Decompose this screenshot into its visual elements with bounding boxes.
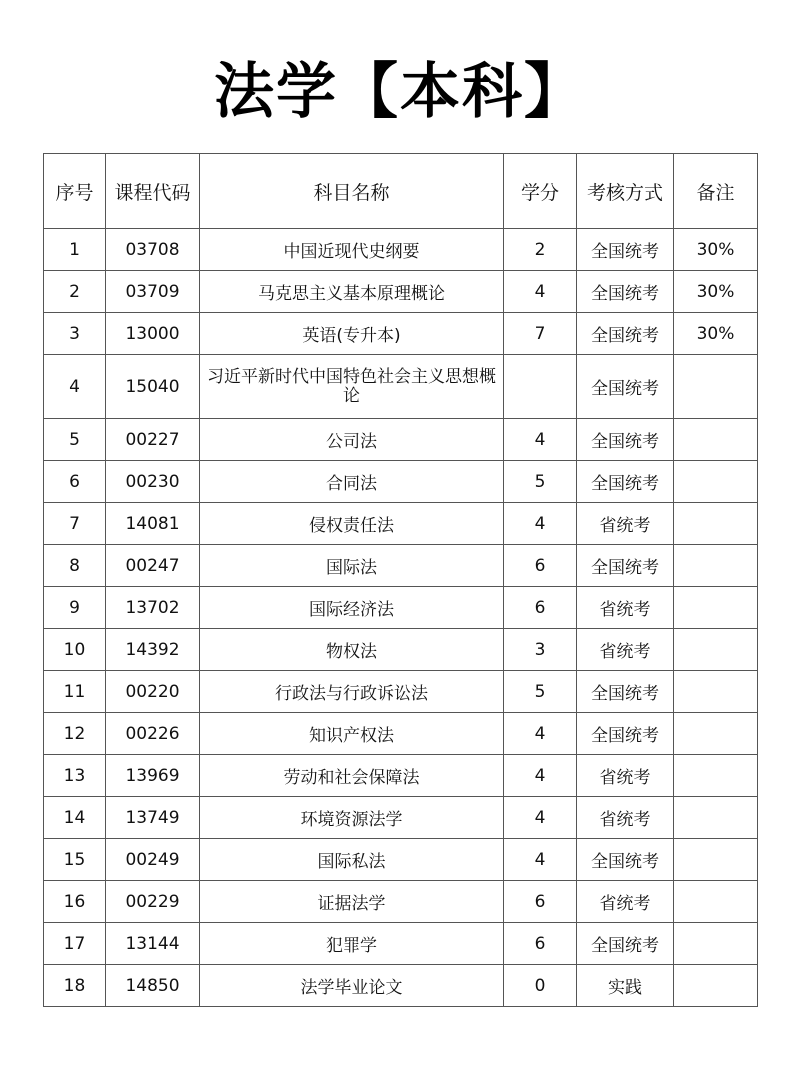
cell-code: 00230 (106, 461, 200, 503)
cell-exam: 省统考 (577, 755, 674, 797)
cell-note (674, 545, 758, 587)
cell-name: 国际私法 (200, 839, 504, 881)
cell-no: 16 (44, 881, 106, 923)
cell-code: 03709 (106, 271, 200, 313)
cell-no: 9 (44, 587, 106, 629)
header-note: 备注 (674, 154, 758, 229)
cell-exam: 全国统考 (577, 713, 674, 755)
cell-exam: 全国统考 (577, 355, 674, 419)
cell-note: 30% (674, 313, 758, 355)
cell-note (674, 503, 758, 545)
cell-exam: 全国统考 (577, 839, 674, 881)
cell-exam: 省统考 (577, 881, 674, 923)
cell-credit: 4 (504, 713, 577, 755)
table-row (44, 797, 758, 839)
cell-note (674, 965, 758, 1007)
cell-note: 30% (674, 271, 758, 313)
cell-code: 15040 (106, 355, 200, 419)
cell-credit: 4 (504, 839, 577, 881)
cell-code: 14081 (106, 503, 200, 545)
header-exam: 考核方式 (577, 154, 674, 229)
cell-no: 18 (44, 965, 106, 1007)
cell-name: 马克思主义基本原理概论 (200, 271, 504, 313)
cell-exam: 全国统考 (577, 419, 674, 461)
header-code: 课程代码 (106, 154, 200, 229)
cell-no: 17 (44, 923, 106, 965)
cell-credit: 6 (504, 881, 577, 923)
cell-no: 10 (44, 629, 106, 671)
cell-name: 犯罪学 (200, 923, 504, 965)
cell-code: 13144 (106, 923, 200, 965)
cell-no: 14 (44, 797, 106, 839)
cell-credit: 2 (504, 229, 577, 271)
cell-code: 13969 (106, 755, 200, 797)
table-row (44, 755, 758, 797)
table-row (44, 629, 758, 671)
table-row (44, 923, 758, 965)
cell-credit: 0 (504, 965, 577, 1007)
cell-no: 15 (44, 839, 106, 881)
table-row (44, 461, 758, 503)
cell-note (674, 713, 758, 755)
cell-name: 侵权责任法 (200, 503, 504, 545)
cell-exam: 全国统考 (577, 545, 674, 587)
cell-exam: 全国统考 (577, 923, 674, 965)
cell-exam: 全国统考 (577, 313, 674, 355)
cell-note (674, 839, 758, 881)
table-row (44, 671, 758, 713)
cell-code: 00247 (106, 545, 200, 587)
cell-credit: 4 (504, 271, 577, 313)
cell-note (674, 923, 758, 965)
cell-no: 5 (44, 419, 106, 461)
cell-name: 国际经济法 (200, 587, 504, 629)
cell-code: 03708 (106, 229, 200, 271)
cell-name: 知识产权法 (200, 713, 504, 755)
cell-name: 公司法 (200, 419, 504, 461)
cell-exam: 省统考 (577, 587, 674, 629)
cell-name: 中国近现代史纲要 (200, 229, 504, 271)
header-credit: 学分 (504, 154, 577, 229)
cell-code: 00229 (106, 881, 200, 923)
cell-exam: 全国统考 (577, 271, 674, 313)
cell-no: 13 (44, 755, 106, 797)
cell-no: 7 (44, 503, 106, 545)
cell-code: 00226 (106, 713, 200, 755)
cell-no: 1 (44, 229, 106, 271)
cell-name: 法学毕业论文 (200, 965, 504, 1007)
cell-credit: 4 (504, 419, 577, 461)
cell-note (674, 755, 758, 797)
cell-code: 13702 (106, 587, 200, 629)
cell-credit: 4 (504, 797, 577, 839)
cell-no: 2 (44, 271, 106, 313)
cell-exam: 全国统考 (577, 229, 674, 271)
table-row (44, 229, 758, 271)
cell-name: 证据法学 (200, 881, 504, 923)
header-no: 序号 (44, 154, 106, 229)
table-row (44, 587, 758, 629)
cell-exam: 全国统考 (577, 671, 674, 713)
cell-code: 13000 (106, 313, 200, 355)
table-header-row (44, 154, 758, 229)
table-row (44, 713, 758, 755)
page-title: 法学【本科】 (214, 57, 586, 127)
cell-name: 物权法 (200, 629, 504, 671)
header-name: 科目名称 (200, 154, 504, 229)
cell-credit: 6 (504, 545, 577, 587)
cell-exam: 省统考 (577, 797, 674, 839)
cell-name: 行政法与行政诉讼法 (200, 671, 504, 713)
cell-exam: 实践 (577, 965, 674, 1007)
table-row (44, 965, 758, 1007)
table-row (44, 503, 758, 545)
cell-name: 环境资源法学 (200, 797, 504, 839)
table-row (44, 313, 758, 355)
cell-note (674, 629, 758, 671)
cell-credit: 7 (504, 313, 577, 355)
table-row (44, 839, 758, 881)
cell-credit: 6 (504, 923, 577, 965)
cell-credit: 3 (504, 629, 577, 671)
cell-note (674, 881, 758, 923)
cell-name: 英语(专升本) (200, 313, 504, 355)
cell-no: 8 (44, 545, 106, 587)
cell-credit: 4 (504, 503, 577, 545)
table-row (44, 271, 758, 313)
cell-credit: 5 (504, 461, 577, 503)
cell-note (674, 587, 758, 629)
cell-credit: 4 (504, 755, 577, 797)
cell-no: 11 (44, 671, 106, 713)
cell-no: 4 (44, 355, 106, 419)
cell-code: 14392 (106, 629, 200, 671)
cell-name: 习近平新时代中国特色社会主义思想概论 (200, 355, 504, 419)
table-row (44, 419, 758, 461)
cell-note: 30% (674, 229, 758, 271)
table-row (44, 881, 758, 923)
cell-code: 13749 (106, 797, 200, 839)
cell-name: 劳动和社会保障法 (200, 755, 504, 797)
cell-exam: 全国统考 (577, 461, 674, 503)
cell-no: 3 (44, 313, 106, 355)
course-table (43, 153, 758, 1007)
cell-note (674, 355, 758, 419)
cell-no: 6 (44, 461, 106, 503)
cell-name: 国际法 (200, 545, 504, 587)
cell-note (674, 671, 758, 713)
cell-name: 合同法 (200, 461, 504, 503)
cell-note (674, 461, 758, 503)
cell-exam: 省统考 (577, 503, 674, 545)
cell-code: 00249 (106, 839, 200, 881)
cell-no: 12 (44, 713, 106, 755)
cell-note (674, 797, 758, 839)
cell-code: 00227 (106, 419, 200, 461)
cell-credit: 5 (504, 671, 577, 713)
cell-exam: 省统考 (577, 629, 674, 671)
cell-credit (504, 355, 577, 419)
cell-code: 00220 (106, 671, 200, 713)
cell-note (674, 419, 758, 461)
table-row (44, 355, 758, 419)
table-row (44, 545, 758, 587)
cell-credit: 6 (504, 587, 577, 629)
cell-code: 14850 (106, 965, 200, 1007)
